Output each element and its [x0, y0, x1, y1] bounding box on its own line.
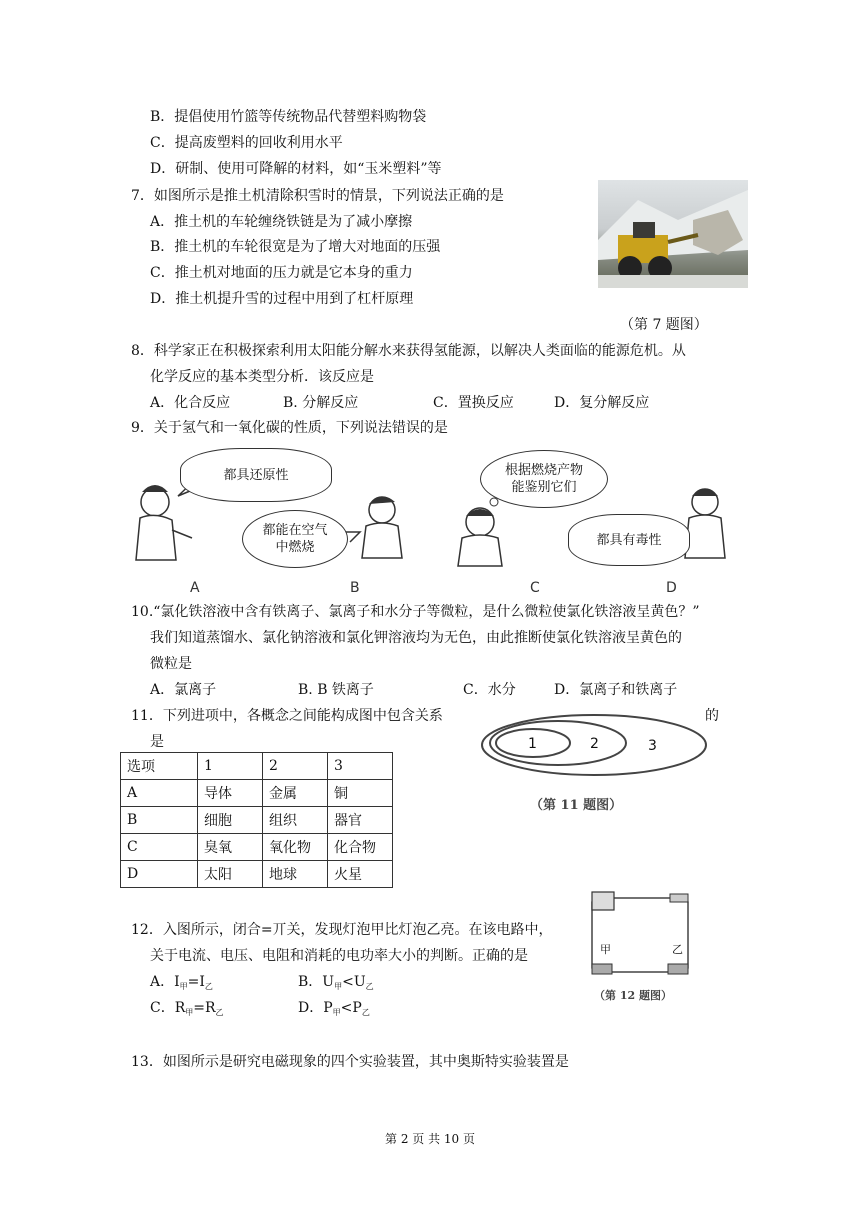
- q9-figure: [120, 440, 740, 600]
- q12-stem-2: 关于电流、电压、电阻和消耗的电功率大小的判断。正确的是: [150, 948, 528, 964]
- table-cell: 氧化物: [263, 834, 328, 861]
- q10-stem-2: 我们知道蒸馏水、氯化钠溶液和氯化钾溶液均为无色，由此推断使氯化铁溶液呈黄色的: [150, 630, 682, 646]
- q12-option-a: A．$I_甲=I_乙$: [150, 974, 213, 991]
- bubble-b: 都能在空气中燃烧: [242, 510, 348, 568]
- table-cell: 金属: [263, 780, 328, 807]
- table-cell: 组织: [263, 807, 328, 834]
- q12-stem-1: 12．入图所示，闭合=丌关，发现灯泡甲比灯泡乙亮。在该电路中，: [131, 922, 553, 938]
- table-header-cell: 选项: [121, 753, 198, 780]
- q8-option-c: C．置换反应: [433, 395, 514, 411]
- q7-option-d: D．推土机提升雪的过程中用到了杠杆原理: [150, 291, 414, 307]
- q8-option-d: D．复分解反应: [554, 395, 650, 411]
- table-cell: 火星: [328, 861, 393, 888]
- table-cell: 地球: [263, 861, 328, 888]
- q10-option-b: B. B 铁离子: [298, 682, 374, 698]
- table-header-cell: 1: [198, 753, 263, 780]
- q8-option-a: A．化合反应: [150, 395, 231, 411]
- q8-stem-2: 化学反应的基本类型分析．该反应是: [150, 369, 374, 385]
- q7-option-c: C．推土机对地面的压力就是它本身的重力: [150, 265, 413, 281]
- q11-figure: [478, 712, 710, 822]
- table-cell: 化合物: [328, 834, 393, 861]
- lamp-yi-label: 乙: [672, 943, 683, 956]
- label-d: D: [666, 580, 677, 596]
- q12-option-b: B．$U_甲<U_乙$: [298, 974, 374, 991]
- table-cell: 导体: [198, 780, 263, 807]
- table-cell: D: [121, 861, 198, 888]
- lamp-jia-label: 甲: [600, 943, 611, 956]
- label-a: A: [190, 580, 200, 596]
- ellipse-label-3: 3: [648, 738, 657, 754]
- table-cell: 器官: [328, 807, 393, 834]
- person-a-head: [141, 488, 169, 516]
- table-cell: 铜: [328, 780, 393, 807]
- q13-stem: 13．如图所示是研究电磁现象的四个实验装置，其中奥斯特实验装置是: [131, 1054, 569, 1070]
- table-header-row: [121, 753, 393, 780]
- q10-option-c: C．水分: [463, 682, 516, 698]
- q8-stem-1: 8．科学家正在积极探索利用太阳能分解水来获得氢能源，以解决人类面临的能源危机。从: [131, 343, 686, 359]
- q11-stem: 11．下列进项中，各概念之间能构成图中包含关系: [131, 708, 443, 724]
- q12-circuit-figure: [586, 890, 698, 1010]
- ellipse-label-2: 2: [590, 736, 599, 752]
- q9-stem: 9．关于氢气和一氧化碳的性质，下列说法错误的是: [131, 420, 448, 436]
- q7-option-b: B．推土机的车轮很宽是为了增大对地面的压强: [150, 239, 441, 255]
- q11-stem-2: 是: [150, 734, 164, 750]
- q11-table: [120, 752, 393, 888]
- q7-caption: （第 7 题图）: [620, 317, 708, 333]
- q12-caption: （第 12 题图）: [594, 989, 672, 1002]
- bubble-c: 根据燃烧产物能鉴别它们: [480, 450, 608, 508]
- q11-caption: （第 11 题图）: [530, 798, 623, 813]
- table-row: [121, 834, 393, 861]
- label-c: C: [530, 580, 540, 596]
- q8-option-b: B. 分解反应: [283, 395, 359, 411]
- switch-icon: [670, 894, 688, 902]
- bubble-d: 都具有毒性: [568, 514, 690, 566]
- q10-stem-1: 10.“氯化铁溶液中含有铁离子、氯离子和水分子等微粒，是什么微粒使氯化铁溶液呈黄色？”: [131, 604, 700, 620]
- table-cell: 细胞: [198, 807, 263, 834]
- table-row: [121, 807, 393, 834]
- table-row: [121, 780, 393, 807]
- label-b: B: [350, 580, 360, 596]
- table-cell: A: [121, 780, 198, 807]
- q10-stem-3: 微粒是: [150, 656, 192, 672]
- q7-option-a: A．推土机的车轮缠绕铁链是为了减小摩擦: [150, 214, 413, 230]
- ellipse-label-1: 1: [528, 736, 537, 752]
- page-footer: 第 2 页 共 10 页: [385, 1132, 475, 1146]
- battery-icon: [592, 892, 614, 910]
- bulldozer-photo: [598, 180, 748, 288]
- table-header-cell: 2: [263, 753, 328, 780]
- table-cell: C: [121, 834, 198, 861]
- q10-option-a: A．氯离子: [150, 682, 217, 698]
- table-cell: 臭氧: [198, 834, 263, 861]
- q10-option-d: D．氯离子和铁离子: [554, 682, 678, 698]
- table-cell: 太阳: [198, 861, 263, 888]
- q7-stem: 7．如图所示是推土机清除积雪时的情景，下列说法正确的是: [131, 188, 504, 204]
- q12-option-d: D．$P_甲<P_乙$: [298, 1000, 370, 1017]
- table-cell: B: [121, 807, 198, 834]
- table-header-cell: 3: [328, 753, 393, 780]
- q6-option-d: D．研制、使用可降解的材料，如“玉米塑料”等: [150, 161, 442, 177]
- q6-option-b: B．提倡使用竹篮等传统物品代替塑料购物袋: [150, 109, 427, 125]
- bubble-a: 都具还原性: [180, 448, 332, 502]
- q11-stem-end: 的: [705, 708, 719, 724]
- q12-option-c: C．$R_甲=R_乙$: [150, 1000, 224, 1017]
- q6-option-c: C．提高废塑料的回收利用水平: [150, 135, 343, 151]
- table-row: [121, 861, 393, 888]
- ellipse-2: [490, 721, 626, 765]
